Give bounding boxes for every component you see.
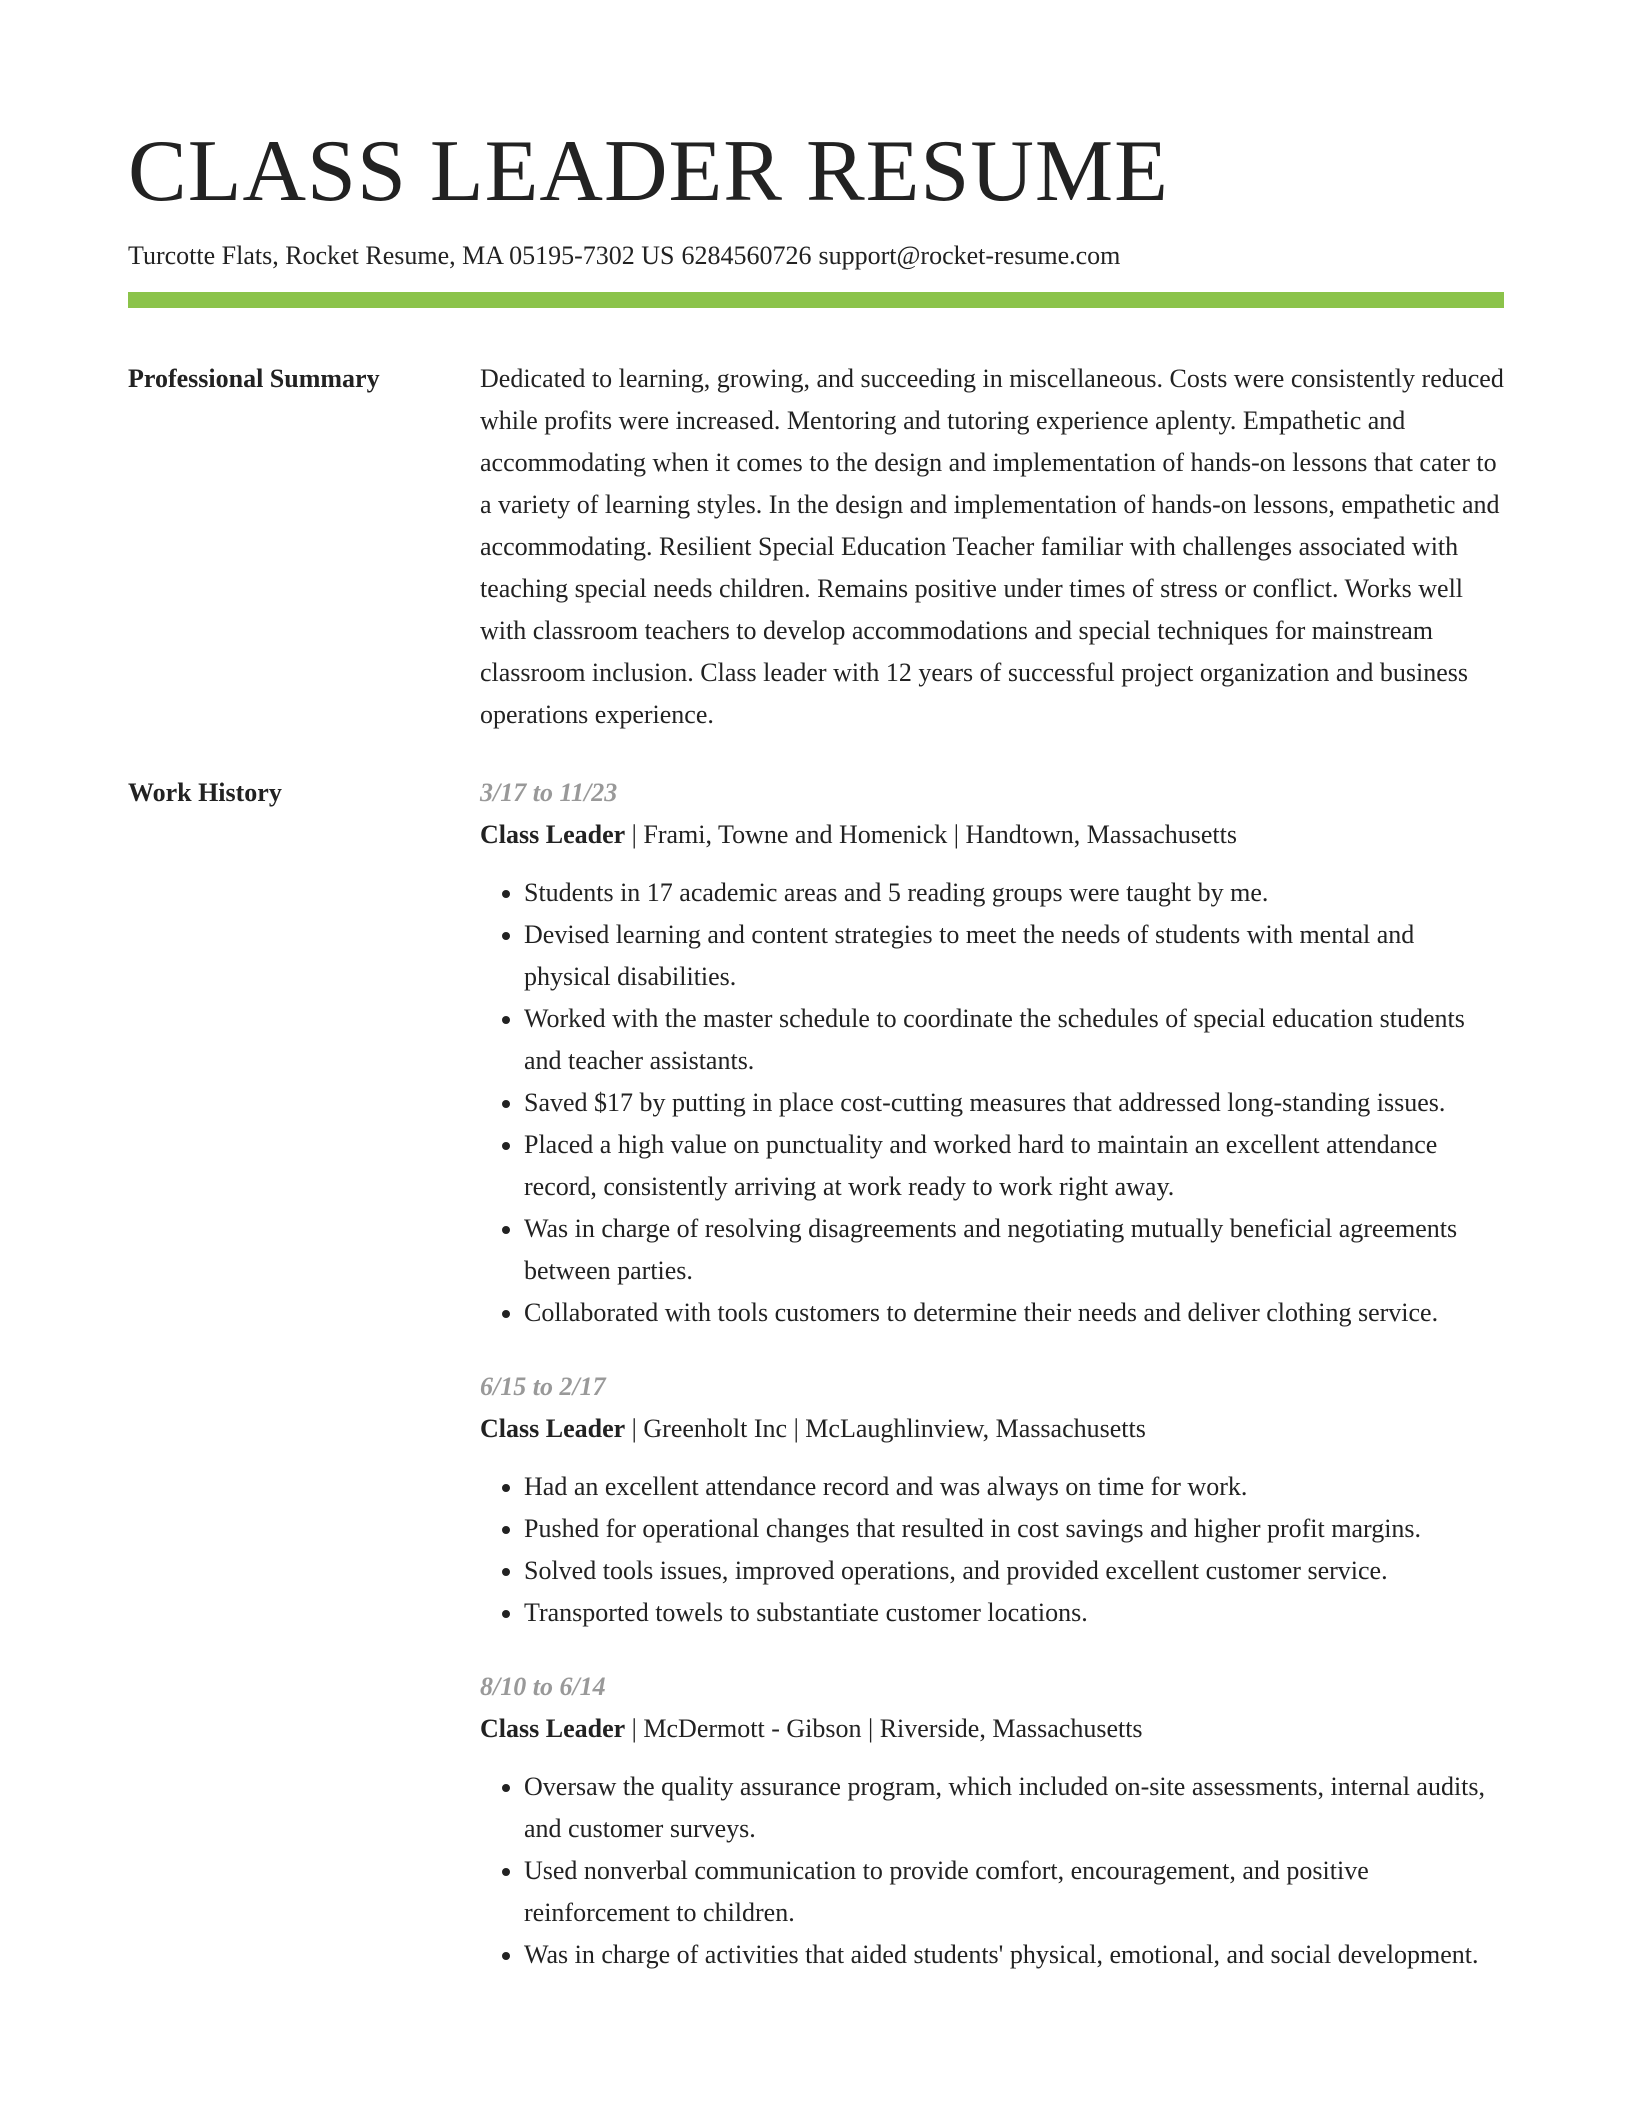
job-bullet: • Transported towels to substantiate customer locations.: [524, 1592, 1504, 1634]
job-bullet: • Solved tools issues, improved operations, and provided excellent customer service.: [524, 1550, 1504, 1592]
job-bullet: • Had an excellent attendance record and was always on time for work.: [524, 1466, 1504, 1508]
job-bullet: • Worked with the master schedule to coordinate the schedules of special education students and teacher assistants.: [524, 998, 1504, 1082]
job-heading: [480, 1708, 1504, 1750]
job-company: Greenholt Inc: [643, 1414, 788, 1443]
job-title: Class Leader: [480, 1714, 626, 1743]
job-separator: |: [947, 820, 966, 849]
job-title: Class Leader: [480, 1414, 626, 1443]
summary-body: [480, 358, 1504, 736]
job-location: Riverside, Massachusetts: [879, 1714, 1143, 1743]
job-entry: [480, 1366, 1504, 1634]
job-bullet: • Used nonverbal communication to provide comfort, encouragement, and positive reinforcement to children.: [524, 1850, 1504, 1934]
work-history-body: [480, 772, 1504, 1976]
contact-phone: 6284560726: [681, 241, 812, 270]
work-history-section: [128, 772, 1504, 1976]
job-bullet-list: [480, 1766, 1504, 1976]
section-label-work-history: Work History: [128, 778, 282, 807]
job-dates: 6/15 to 2/17: [480, 1372, 606, 1401]
job-bullet: • Placed a high value on punctuality and worked hard to maintain an excellent attendance record, consistently arriving at work ready to work right away.: [524, 1124, 1504, 1208]
job-dates: 8/10 to 6/14: [480, 1672, 606, 1701]
job-bullet: • Students in 17 academic areas and 5 reading groups were taught by me.: [524, 872, 1504, 914]
job-bullet: • Collaborated with tools customers to determine their needs and deliver clothing service.: [524, 1292, 1504, 1334]
job-bullet-list: [480, 1466, 1504, 1634]
job-separator: |: [625, 820, 644, 849]
job-bullet: • Pushed for operational changes that resulted in cost savings and higher profit margins.: [524, 1508, 1504, 1550]
section-label-summary: Professional Summary: [128, 364, 380, 393]
job-heading: [480, 814, 1504, 856]
resume-page: [128, 0, 1504, 1976]
job-bullet: • Oversaw the quality assurance program, which included on-site assessments, internal audits, and customer surveys.: [524, 1766, 1504, 1850]
job-company: Frami, Towne and Homenick: [643, 820, 948, 849]
job-separator: |: [625, 1714, 644, 1743]
job-entry: [480, 772, 1504, 1334]
job-location: Handtown, Massachusetts: [965, 820, 1237, 849]
job-title: Class Leader: [480, 820, 626, 849]
contact-line: [128, 238, 1504, 274]
job-entry: [480, 1666, 1504, 1976]
job-heading: [480, 1408, 1504, 1450]
resume-title: CLASS LEADER RESUME: [128, 123, 1169, 220]
job-location: McLaughlinview, Massachusetts: [805, 1414, 1146, 1443]
job-company: McDermott - Gibson: [643, 1714, 862, 1743]
job-separator: |: [787, 1414, 806, 1443]
job-separator: |: [861, 1714, 880, 1743]
job-bullet-list: [480, 872, 1504, 1334]
job-bullet: • Saved $17 by putting in place cost-cutting measures that addressed long-standing issues.: [524, 1082, 1504, 1124]
job-bullet: • Was in charge of activities that aided students' physical, emotional, and social development.: [524, 1934, 1504, 1976]
job-bullet: • Devised learning and content strategies to meet the needs of students with mental and physical disabilities.: [524, 914, 1504, 998]
header-divider: [128, 292, 1504, 308]
job-separator: |: [625, 1414, 644, 1443]
contact-email: support@rocket-resume.com: [818, 241, 1121, 270]
job-dates: 3/17 to 11/23: [480, 778, 618, 807]
contact-address: Turcotte Flats, Rocket Resume, MA 05195-7302 US: [128, 241, 675, 270]
job-bullet: • Was in charge of resolving disagreements and negotiating mutually beneficial agreements between parties.: [524, 1208, 1504, 1292]
summary-text: Dedicated to learning, growing, and succeeding in miscellaneous. Costs were consistently reduced while profits were increased. Mentoring and tutoring experience aplenty. Empathetic and accommodating when it comes to the design and implementation of hands-on lessons that cater to a variety of learning styles. In the design and implementation of hands-on lessons, empathetic and accommodating. Resilient Special Education Teacher familiar with challenges associated with teaching special needs children. Remains positive under times of stress or conflict. Works well with classroom teachers to develop accommodations and special techniques for mainstream classroom inclusion. Class leader with 12 years of successful project organization and business operations experience.: [480, 364, 1504, 729]
professional-summary-section: [128, 358, 1504, 736]
